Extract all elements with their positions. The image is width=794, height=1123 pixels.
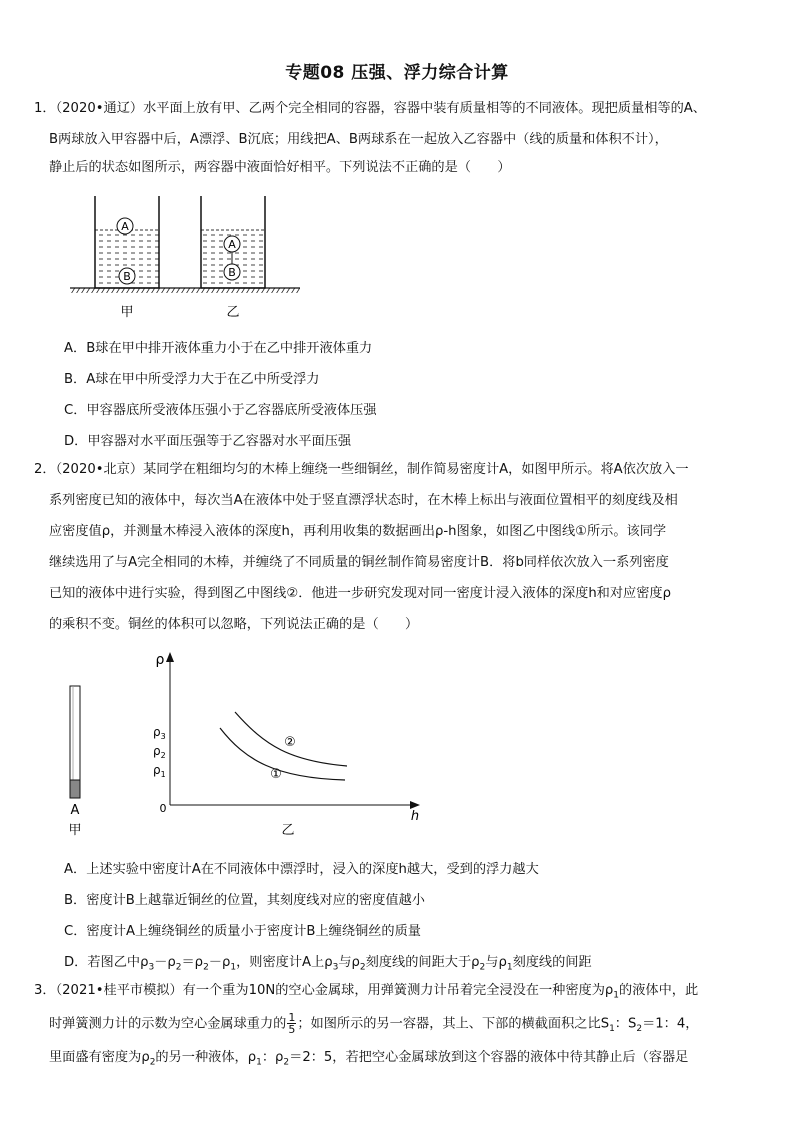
fraction-one-fifth xyxy=(287,1012,296,1035)
q2-figure xyxy=(60,648,430,848)
q3-line-1-post: 的液体中，此 xyxy=(619,983,699,998)
q3-line-1: 3．（2021•桂平市模拟）有一个重为10N的空心金属球，用弹簧测力计吊着完全浸没在一种密度为$\rho_1$的液体中，此 xyxy=(34,983,699,1001)
q1-option-b: B．A球在甲中所受浮力大于在乙中所受浮力 xyxy=(64,372,320,387)
curve-1 xyxy=(220,728,345,780)
ball-a-yi-label: A xyxy=(228,238,236,251)
q2-line-1: 2．（2020•北京）某同学在粗细均匀的木棒上缠绕一些细铜丝，制作简易密度计A，如图甲所示。将A依次放入一 xyxy=(34,462,689,477)
curve-2-label: ② xyxy=(284,735,296,750)
q2-option-d-post: 刻度线的间距 xyxy=(512,955,592,970)
page-title: 专题08 压强、浮力综合计算 xyxy=(285,63,509,83)
q2-option-c: C．密度计A上缠绕铜丝的质量小于密度计B上缠绕铜丝的质量 xyxy=(64,924,421,939)
fraction-numerator: 1 xyxy=(288,1011,296,1024)
q2-option-b: B．密度计B上越靠近铜丝的位置，其刻度线对应的密度值越小 xyxy=(64,893,425,908)
q2-option-d-mid: ，则密度计A上 xyxy=(236,955,325,970)
q2-option-d: D．若图乙中$\rho_3-\rho_2=\rho_2-\rho_1$，则密度计A上$\rho_3$与$\rho_2$刻度线的间距大于$\rho_2$与$\rho_1$刻度线的间距 xyxy=(64,955,592,973)
q3-line-3-pre: 里面盛有密度为 xyxy=(49,1050,142,1065)
q1-line-3: 静止后的状态如图所示，两容器中液面恰好相平。下列说法不正确的是（ ） xyxy=(49,160,511,175)
q2-option-a: A．上述实验中密度计A在不同液体中漂浮时，浸入的深度h越大，受到的浮力越大 xyxy=(64,862,539,877)
q3-line-2-pre: 时弹簧测力计的示数为空心金属球重力的 xyxy=(49,1016,287,1032)
container-jia xyxy=(95,196,159,288)
q3-line-3-mid: 的另一种液体， xyxy=(155,1050,248,1065)
q2-line-2: 系列密度已知的液体中，每次当A在液体中处于竖直漂浮状态时，在木棒上标出与液面位置相平的刻度线及相 xyxy=(49,493,678,508)
q1-option-c: C．甲容器底所受液体压强小于乙容器底所受液体压强 xyxy=(64,403,377,418)
tick-rho1: $\rho_1$ xyxy=(153,763,166,779)
ball-b-yi-label: B xyxy=(228,266,236,279)
label-jia-2: 甲 xyxy=(68,823,82,838)
ball-b-jia-label: B xyxy=(123,270,131,283)
curve-1-label: ① xyxy=(270,767,282,782)
label-yi: 乙 xyxy=(226,305,240,320)
copper-wire xyxy=(70,780,80,798)
q3-line-2-ratio: ＝1：4， xyxy=(642,1016,699,1032)
q2-line-3: 应密度值ρ，并测量木棒浸入液体的深度h，再利用收集的数据画出ρ-h图象，如图乙中图线①所示。该同学 xyxy=(49,524,667,539)
q2-option-d-pre: D．若图乙中 xyxy=(64,955,141,970)
fraction-denominator: 5 xyxy=(288,1023,296,1036)
q3-line-3: 里面盛有密度为$\rho_2$的另一种液体，$\rho_1$：$\rho_2=2$：5，若把空心金属球放到这个容器的液体中待其静止后（容器足 xyxy=(49,1050,689,1068)
q3-line-3-ratio: ＝2：5，若把空心金属球放到这个容器的液体中待其静止后（容器足 xyxy=(289,1050,689,1065)
origin-label: 0 xyxy=(159,802,167,815)
q3-line-1-pre: 3．（2021•桂平市模拟）有一个重为10N的空心金属球，用弹簧测力计吊着完全浸没在一种密度为 xyxy=(34,983,605,998)
q1-option-a: A．B球在甲中排开液体重力小于在乙中排开液体重力 xyxy=(64,341,373,356)
q3-line-2: 时弹簧测力计的示数为空心金属球重力的 $\frac{1}{5}$ ；如图所示的另一容器，其上、下部的横截面积之比$S_1$：$S_2=1$：4， xyxy=(49,1011,699,1036)
q2-line-5: 已知的液体中进行实验，得到图乙中图线②．他进一步研究发现对同一密度计浸入液体的深度h和对应密度ρ xyxy=(49,586,671,601)
hydrometer-stick xyxy=(70,686,80,798)
q2-line-4: 继续选用了与A完全相同的木棒，并缠绕了不同质量的铜丝制作简易密度计B．将b同样依次放入一系列密度 xyxy=(49,555,669,570)
q1-option-d: D．甲容器对水平面压强等于乙容器对水平面压强 xyxy=(64,434,352,449)
stick-label-a: A xyxy=(70,803,80,818)
container-yi xyxy=(201,196,265,288)
ball-a-jia-label: A xyxy=(121,220,129,233)
q1-figure xyxy=(66,190,306,325)
x-axis-label: h xyxy=(410,809,420,824)
tick-rho2: $\rho_2$ xyxy=(153,744,166,760)
tick-rho3: $\rho_3$ xyxy=(153,725,166,741)
q2-line-6: 的乘积不变。铜丝的体积可以忽略，下列说法正确的是（ ） xyxy=(49,617,419,632)
q1-line-1: 1．（2020•通辽）水平面上放有甲、乙两个完全相同的容器，容器中装有质量相等的不同液体。现把质量相等的A、 xyxy=(34,101,706,116)
q3-line-2-post: ；如图所示的另一容器，其上、下部的横截面积之比 xyxy=(297,1016,601,1032)
label-yi-2: 乙 xyxy=(281,823,295,838)
q1-line-2: B两球放入甲容器中后，A漂浮、B沉底；用线把A、B两球系在一起放入乙容器中（线的质量和体积不计）， xyxy=(49,132,668,147)
ground-hatch xyxy=(70,288,300,293)
y-axis-label: ρ xyxy=(155,652,165,668)
label-jia: 甲 xyxy=(120,305,134,320)
